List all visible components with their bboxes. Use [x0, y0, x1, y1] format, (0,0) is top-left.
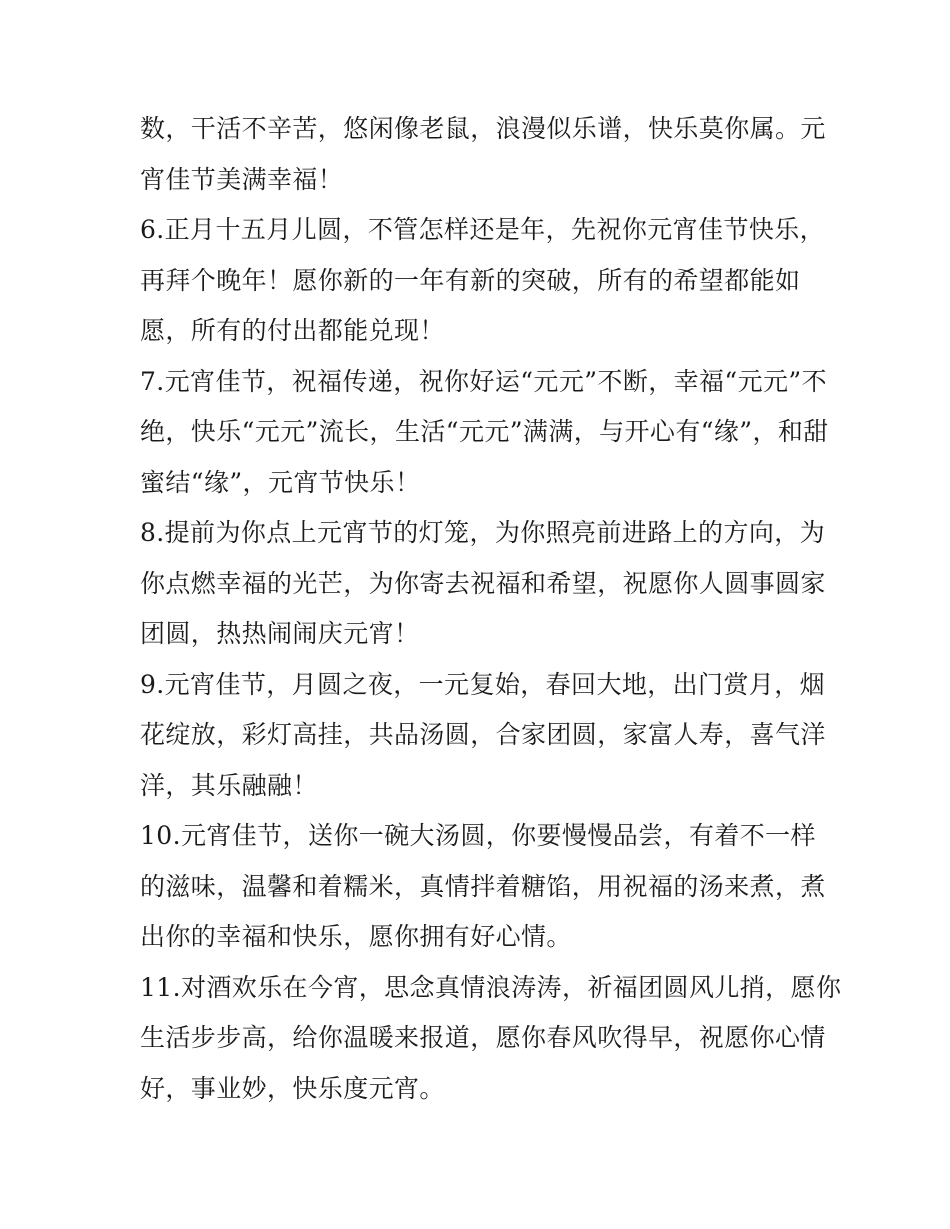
text-line: 团圆，热热闹闹庆元宵！: [140, 619, 420, 648]
text-line: 花绽放，彩灯高挂，共品汤圆，合家团圆，家富人寿，喜气洋: [140, 720, 826, 749]
text-line: 数，干活不辛苦，悠闲像老鼠，浪漫似乐谱，快乐莫你属。元: [140, 114, 826, 143]
text-line: 宵佳节美满幸福！: [140, 164, 344, 194]
text-line: 好，事业妙，快乐度元宵。: [140, 1073, 445, 1103]
text-line: 的滋味，温馨和着糯米，真情拌着糖馅，用祝福的汤来煮，煮: [140, 871, 826, 901]
text-line: 愿，所有的付出都能兑现！: [140, 316, 445, 345]
text-line: 洋，其乐融融！: [140, 770, 318, 800]
body-text: [140, 104, 842, 1114]
text-line: 出你的幸福和快乐，愿你拥有好心情。: [140, 922, 572, 951]
text-line: 9.元宵佳节，月圆之夜，一元复始，春回大地，出门赏月，烟: [140, 669, 826, 699]
text-line: 你点燃幸福的光芒，为你寄去祝福和希望，祝愿你人圆事圆家: [140, 568, 826, 598]
text-line: 10.元宵佳节，送你一碗大汤圆，你要慢慢品尝，有着不一样: [140, 821, 816, 850]
text-line: 生活步步高，给你温暖来报道，愿你春风吹得早，祝愿你心情: [140, 1023, 826, 1052]
text-line: 绝，快乐“元元”流长，生活“元元”满满，与开心有“缘”，和甜: [140, 417, 829, 446]
text-line: 7.元宵佳节，祝福传递，祝你好运“元元”不断，幸福“元元”不: [140, 366, 827, 396]
text-line: 再拜个晚年！愿你新的一年有新的突破，所有的希望都能如: [140, 265, 801, 295]
text-line: 8.提前为你点上元宵节的灯笼，为你照亮前进路上的方向，为: [140, 518, 826, 547]
text-line: 蜜结“缘”，元宵节快乐！: [140, 467, 421, 497]
text-line: 6.正月十五月儿圆，不管怎样还是年，先祝你元宵佳节快乐，: [140, 215, 826, 244]
text-line: 11.对酒欢乐在今宵，思念真情浪涛涛，祈福团圆风儿捎，愿你: [140, 972, 842, 1002]
